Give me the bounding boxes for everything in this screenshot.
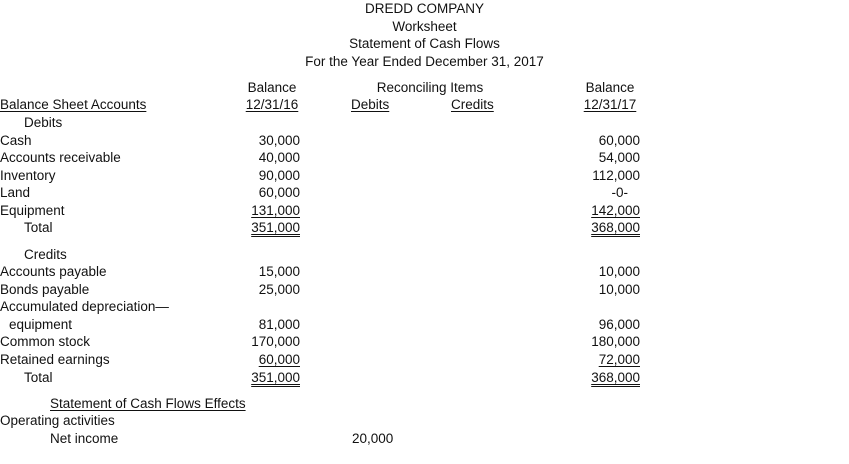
row-equipment-balance-2017: 142,000	[591, 203, 640, 218]
balance-2017-label: Balance	[585, 80, 635, 95]
row-accounts-receivable-name: Accounts receivable	[0, 150, 121, 165]
row-bonds-payable-name: Bonds payable	[0, 282, 90, 297]
row-equipment-accum-name: equipment	[9, 317, 73, 332]
credits-total-balance-2016: 351,000	[251, 370, 300, 385]
row-bonds-payable-balance-2016: 25,000	[258, 282, 300, 297]
row-land-balance-2016: 60,000	[258, 185, 300, 200]
credits-total-label: Total	[24, 370, 53, 385]
row-equipment-balance-2016: 131,000	[251, 203, 300, 218]
row-retained-earnings-balance-2016: 60,000	[258, 352, 300, 367]
credits-column-header: Credits	[451, 97, 494, 112]
company-name: DREDD COMPANY	[364, 1, 484, 16]
row-common-stock-balance-2017: 180,000	[591, 334, 640, 349]
row-bonds-payable-balance-2017: 10,000	[598, 282, 640, 297]
row-equipment-name: Equipment	[0, 203, 65, 218]
reconciling-items-label: Reconciling Items	[376, 80, 484, 95]
row-inventory-balance-2016: 90,000	[258, 168, 300, 183]
row-accounts-payable-balance-2016: 15,000	[258, 264, 300, 279]
net-income-debit: 20,000	[352, 431, 394, 446]
row-inventory-name: Inventory	[0, 168, 56, 183]
period-title: For the Year Ended December 31, 2017	[305, 54, 544, 69]
credits-total-balance-2017: 368,000	[591, 370, 640, 385]
debits-total-balance-2017: 368,000	[591, 220, 640, 235]
balance-2017-date: 12/31/17	[583, 97, 637, 112]
row-common-stock-balance-2016: 170,000	[251, 334, 300, 349]
row-accumulated-depreciation-name: Accumulated depreciation—	[0, 299, 169, 314]
debits-total-label: Total	[24, 220, 53, 235]
row-cash-balance-2016: 30,000	[258, 133, 300, 148]
row-retained-earnings-name: Retained earnings	[0, 352, 110, 367]
balance-2016-label: Balance	[247, 80, 297, 95]
operating-activities-label: Operating activities	[0, 413, 115, 428]
row-accumulated-depreciation-balance-2017: 96,000	[598, 317, 640, 332]
balance-2016-date: 12/31/16	[245, 97, 299, 112]
row-cash-balance-2017: 60,000	[598, 133, 640, 148]
debits-total-balance-2016: 351,000	[251, 220, 300, 235]
balance-sheet-accounts-heading: Balance Sheet Accounts	[0, 97, 147, 112]
row-accounts-payable-name: Accounts payable	[0, 264, 107, 279]
row-retained-earnings-balance-2017: 72,000	[598, 352, 640, 367]
row-cash-name: Cash	[0, 133, 32, 148]
row-land-name: Land	[0, 185, 31, 200]
credits-section-label: Credits	[24, 247, 67, 262]
debits-column-header: Debits	[351, 97, 390, 112]
debits-section-label: Debits	[24, 115, 63, 130]
row-accounts-payable-balance-2017: 10,000	[598, 264, 640, 279]
row-land-balance-2017: -0-	[611, 185, 628, 200]
statement-title: Statement of Cash Flows	[349, 36, 500, 51]
worksheet-title: Worksheet	[392, 19, 457, 34]
row-accounts-receivable-balance-2016: 40,000	[258, 150, 300, 165]
row-accounts-receivable-balance-2017: 54,000	[598, 150, 640, 165]
row-common-stock-name: Common stock	[0, 334, 91, 349]
row-accumulated-depreciation-balance-2016: 81,000	[258, 317, 300, 332]
cash-flows-effects-heading: Statement of Cash Flows Effects	[50, 396, 246, 411]
row-inventory-balance-2017: 112,000	[592, 168, 640, 183]
net-income-label: Net income	[50, 431, 119, 446]
